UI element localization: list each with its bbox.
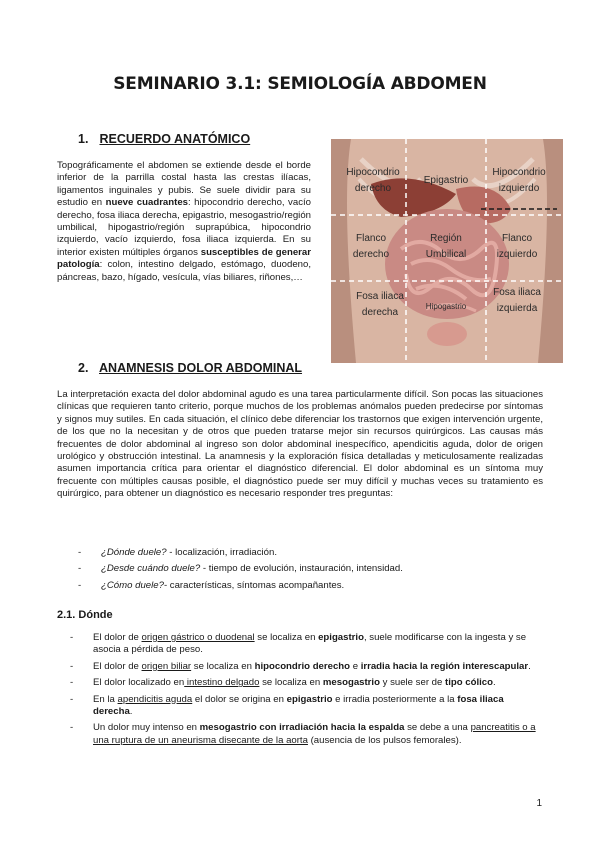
question-answer: - tiempo de evolución, instauración, intensidad. <box>200 563 403 575</box>
section-2-heading <box>78 361 302 375</box>
abdomen-regions-figure <box>331 139 563 363</box>
label-hipogastrio: Hipogastrio <box>425 302 467 311</box>
label-hipocondrio-izquierdo: Hipocondrio izquierdo <box>492 167 546 194</box>
item-underlined: pancreatitis o a una ruptura de un aneurisma disecante de la aorta <box>93 722 536 746</box>
item-text: (ausencia de los pulsos femorales). <box>307 734 462 746</box>
item-bold: hipocondrio derecho <box>254 660 351 672</box>
label-epigastrio: Epigastrio <box>423 175 469 186</box>
item-bold: mesogastrio <box>322 677 380 689</box>
item-text: El dolor localizado en <box>93 677 185 689</box>
question-text: ¿Desde cuándo duele? <box>101 563 201 575</box>
donde-item <box>70 677 545 689</box>
item-underlined: intestino delgado <box>184 677 260 689</box>
item-text: se debe a una <box>404 722 471 734</box>
p1-text: Topográficamente el abdomen se extiende desde el borde inferior de la parrilla costal hasta las crestas ilíacas, ligamentos inguinales y pubis. Se suele dividir para su estudio en <box>57 160 311 209</box>
donde-item <box>70 722 545 747</box>
donde-list <box>70 632 545 751</box>
item-text: se localiza en <box>254 632 319 643</box>
item-text: El dolor de <box>93 660 142 672</box>
page-number: 1 <box>536 798 542 809</box>
label-hipocondrio-derecho: Hipocondrio derecho <box>346 167 400 194</box>
question-item <box>78 547 548 559</box>
item-text: se localiza en <box>191 660 255 672</box>
item-text: e irradia posteriormente a la <box>332 693 458 705</box>
item-bold: epigastrio <box>286 693 333 705</box>
item-text: , suele modificarse con la ingesta y se asocia a pérdida de peso. <box>93 632 527 656</box>
item-bold: irradia hacia la región interescapular <box>360 660 529 672</box>
document-title: SEMINARIO 3.1: SEMIOLOGÍA ABDOMEN <box>113 74 487 94</box>
item-underlined: apendicitis aguda <box>117 693 193 705</box>
label-flanco-derecho: Flanco derecho <box>352 233 390 260</box>
item-underlined: origen biliar <box>141 660 192 672</box>
item-text: En la <box>93 693 118 705</box>
subsection-2-1-heading: 2.1. Dónde <box>57 609 113 621</box>
p2-text: : hipocondrio derecho, vacío derecho, fosa iliaca derecha, epigastrio, mesogastrio/región umbilical, hipogastrio/región suprapúbica, hipocondrio izquierdo, vacío izquierdo, fosa iliaca izquierda. En su interior existen múltiples órganos <box>57 197 311 258</box>
question-text: ¿Dónde duele? <box>101 547 167 558</box>
section-1-number: 1. <box>78 132 89 146</box>
section-1-paragraph <box>57 160 311 284</box>
item-underlined: origen gástrico o duodenal <box>141 632 255 643</box>
question-answer: - localización, irradiación. <box>166 547 277 558</box>
label-flanco-izquierdo: Flanco izquierdo <box>496 233 538 260</box>
section-2-number: 2. <box>78 361 89 375</box>
donde-item <box>70 661 545 673</box>
donde-item <box>70 632 545 657</box>
item-text: . <box>492 677 496 689</box>
section-2-title: ANAMNESIS DOLOR ABDOMINAL <box>99 361 303 375</box>
item-bold: tipo cólico <box>445 677 493 689</box>
item-bold: epigastrio <box>318 632 364 643</box>
item-text: se localiza en <box>259 677 323 689</box>
item-text: El dolor de <box>93 632 142 643</box>
item-text: Un dolor muy intenso en <box>93 722 200 734</box>
label-fosa-iliaca-izquierda: Fosa iliaca izquierda <box>493 287 541 314</box>
item-text: e <box>350 660 361 672</box>
label-region-umbilical: Región Umbilical <box>425 233 467 260</box>
section-1-heading <box>78 132 250 146</box>
item-text: el dolor se origina en <box>192 693 287 705</box>
question-answer: - características, síntomas acompañantes. <box>163 579 345 591</box>
label-fosa-iliaca-derecha: Fosa iliaca derecha <box>356 291 404 318</box>
p1-bold: nueve cuadrantes <box>105 197 188 209</box>
questions-list <box>78 547 548 596</box>
item-text: y suele ser de <box>379 677 446 689</box>
question-item <box>78 563 548 575</box>
item-bold: fosa iliaca derecha <box>93 693 504 718</box>
question-item <box>78 580 548 592</box>
question-text: ¿Cómo duele? <box>101 579 164 591</box>
section-2-paragraph: La interpretación exacta del dolor abdominal agudo es una tarea particularmente difícil. Son pocas las situaciones clínicas que requieren tanto criterio, porque muchos de los problemas anómalos pueden predecirse por síntomas y signos muy sutiles. En cada situación, el clínico debe diferenciar los trastornos que exigen intervención urgente, de los que no la necesitan y de otros que pueden tratarse mejor sin recursos quirúrgicos. Las causas más frecuentes de dolor abdominal al ingreso son dolor abdominal inespecífico, apendicitis aguda, dolor de origen urológico y obstrucción intestinal. La anamnesis y la exploración física detalladas y meticulosamente realizadas asumen importancia crítica para orientar el diagnóstico diferencial. El dolor abdominal es un síntoma muy frecuente con múltiples causas posible, el diagnóstico puede ser muy difícil y muchas veces su tratamiento es quirúrgico, para obtener un diagnóstico es necesario responder tres preguntas: <box>57 389 543 500</box>
item-bold: mesogastrio con irradiación hacia la espalda <box>199 722 405 734</box>
item-text: . <box>528 660 531 672</box>
section-1-title: RECUERDO ANATÓMICO <box>99 132 251 146</box>
p2-bold: susceptibles de generar patología <box>57 246 311 271</box>
donde-item <box>70 694 545 719</box>
item-text: . <box>129 706 133 718</box>
p3-text: : colon, intestino delgado, estómago, duodeno, páncreas, bazo, hígado, vesícula, vías biliares, riñones,… <box>57 259 311 283</box>
